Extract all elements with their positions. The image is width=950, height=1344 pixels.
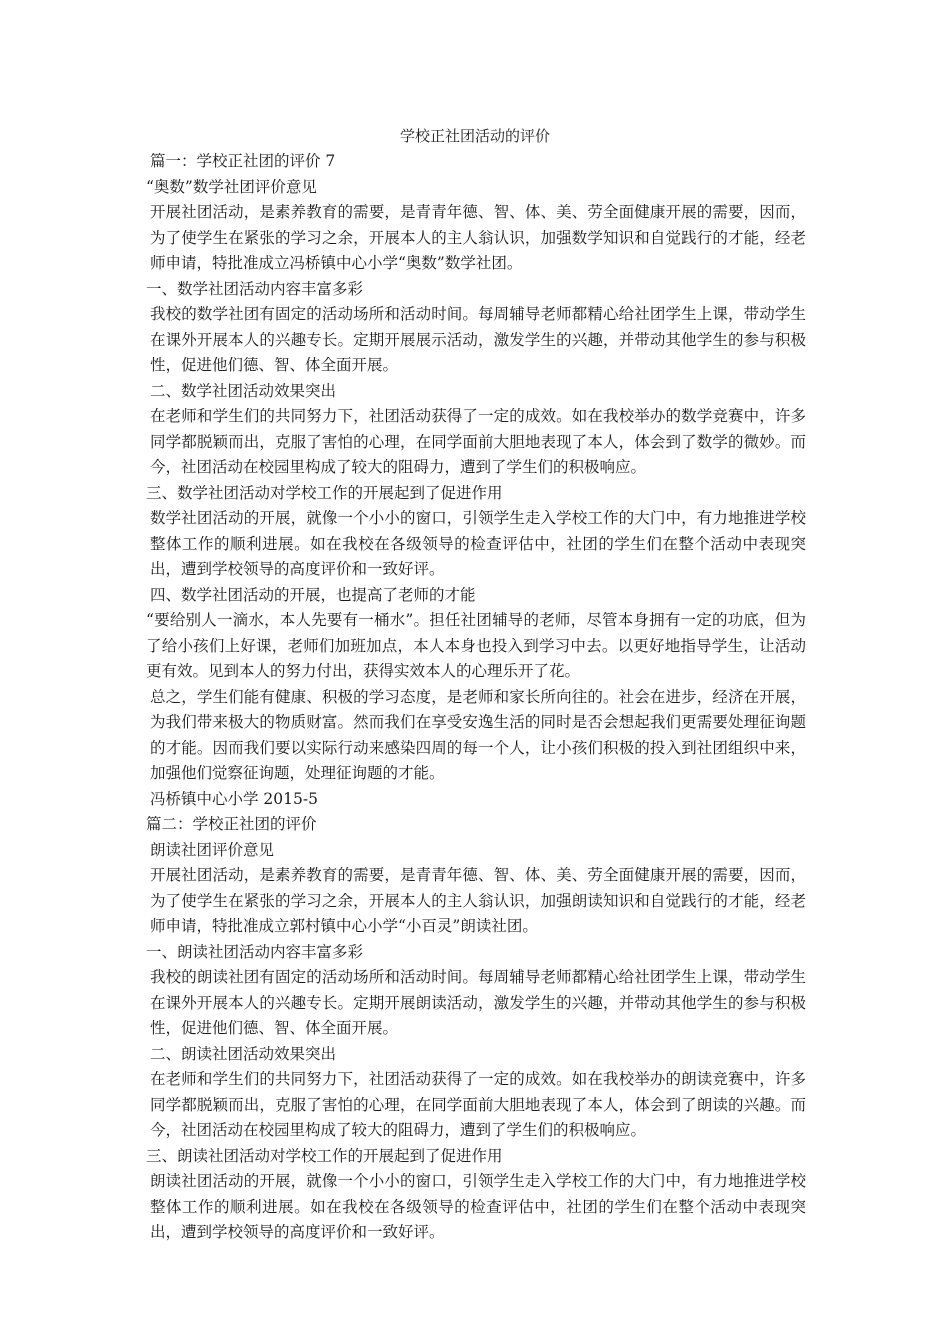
heading-line: 二、数学社团活动效果突出 xyxy=(150,381,337,400)
heading-line: 三、朗读社团活动对学校工作的开展起到了促进作用 xyxy=(146,1146,503,1165)
document-body xyxy=(146,149,806,1246)
body-paragraph: 总之，学生们能有健康、积极的学习态度，是老师和家长所向往的。社会在进步，经济在开展，为我们带来极大的物质财富。然而我们在享受安逸生活的同时是否会想起我们更需要处理征询题的才能。因而我们要以实际行动来感染四周的每一个人，让小孩们积极的投入到社团组织中来，加强他们觉察征询题，处理征询题的才能。 xyxy=(150,687,806,782)
heading-line: 四、数学社团活动的开展，也提高了老师的才能 xyxy=(150,585,476,604)
heading-line: 一、数学社团活动内容丰富多彩 xyxy=(146,279,364,298)
body-paragraph: 数学社团活动的开展，就像一个小小的窗口，引领学生走入学校工作的大门中，有力地推进学校整体工作的顺利进展。如在我校在各级领导的检查评估中，社团的学生们在整个活动中表现突出，遭到学校领导的高度评价和一致好评。 xyxy=(150,509,806,578)
body-paragraph: 开展社团活动，是素养教育的需要，是青青年德、智、体、美、劳全面健康开展的需要，因而，为了使学生在紧张的学习之余，开展本人的主人翁认识，加强数学知识和自觉践行的才能，经老师申请，特批准成立冯桥镇中心小学“奥数”数学社团。 xyxy=(150,203,806,272)
body-paragraph: 在老师和学生们的共同努力下，社团活动获得了一定的成效。如在我校举办的朗读竞赛中，许多同学都脱颖而出，克服了害怕的心理，在同学面前大胆地表现了本人，体会到了朗读的兴趣。而今，社团活动在校园里构成了较大的阻碍力，遭到了学生们的积极响应。 xyxy=(150,1070,806,1139)
heading-line: 篇一：学校正社团的评价 7 xyxy=(150,152,336,170)
body-paragraph: “要给别人一滴水，本人先要有一桶水”。担任社团辅导的老师，尽管本身拥有一定的功底，但为了给小孩们上好课，老师们加班加点，本人本身也投入到学习中去。以更好地指导学生，让活动更有效。见到本人的努力付出，获得实效本人的心理乐开了花。 xyxy=(146,611,806,680)
heading-line: 冯桥镇中心小学 2015-5 xyxy=(150,789,318,808)
heading-line: “奥数”数学社团评价意见 xyxy=(146,177,317,196)
heading-line: 一、朗读社团活动内容丰富多彩 xyxy=(146,942,364,961)
heading-line: 三、数学社团活动对学校工作的开展起到了促进作用 xyxy=(146,483,503,502)
body-paragraph: 在老师和学生们的共同努力下，社团活动获得了一定的成效。如在我校举办的数学竞赛中，许多同学都脱颖而出，克服了害怕的心理，在同学面前大胆地表现了本人，体会到了数学的微妙。而今，社团活动在校园里构成了较大的阻碍力，遭到了学生们的积极响应。 xyxy=(150,407,806,476)
heading-line: 朗读社团评价意见 xyxy=(150,840,275,859)
heading-line: 篇二：学校正社团的评价 xyxy=(146,815,317,833)
body-paragraph: 朗读社团活动的开展，就像一个小小的窗口，引领学生走入学校工作的大门中，有力地推进学校整体工作的顺利进展。如在我校在各级领导的检查评估中，社团的学生们在整个活动中表现突出，遭到学校领导的高度评价和一致好评。 xyxy=(150,1172,806,1241)
document-title: 学校正社团活动的评价 xyxy=(399,127,550,145)
body-paragraph: 开展社团活动，是素养教育的需要，是青青年德、智、体、美、劳全面健康开展的需要，因而，为了使学生在紧张的学习之余，开展本人的主人翁认识，加强朗读知识和自觉践行的才能，经老师申请，特批准成立郭村镇中心小学“小百灵”朗读社团。 xyxy=(150,866,806,935)
body-paragraph: 我校的数学社团有固定的活动场所和活动时间。每周辅导老师都精心给社团学生上课，带动学生在课外开展本人的兴趣专长。定期开展展示活动，激发学生的兴趣，并带动其他学生的参与积极性，促进他们德、智、体全面开展。 xyxy=(150,305,806,374)
heading-line: 二、朗读社团活动效果突出 xyxy=(150,1044,337,1063)
body-paragraph: 我校的朗读社团有固定的活动场所和活动时间。每周辅导老师都精心给社团学生上课，带动学生在课外开展本人的兴趣专长。定期开展朗读活动，激发学生的兴趣，并带动其他学生的参与积极性，促进他们德、智、体全面开展。 xyxy=(150,968,806,1037)
